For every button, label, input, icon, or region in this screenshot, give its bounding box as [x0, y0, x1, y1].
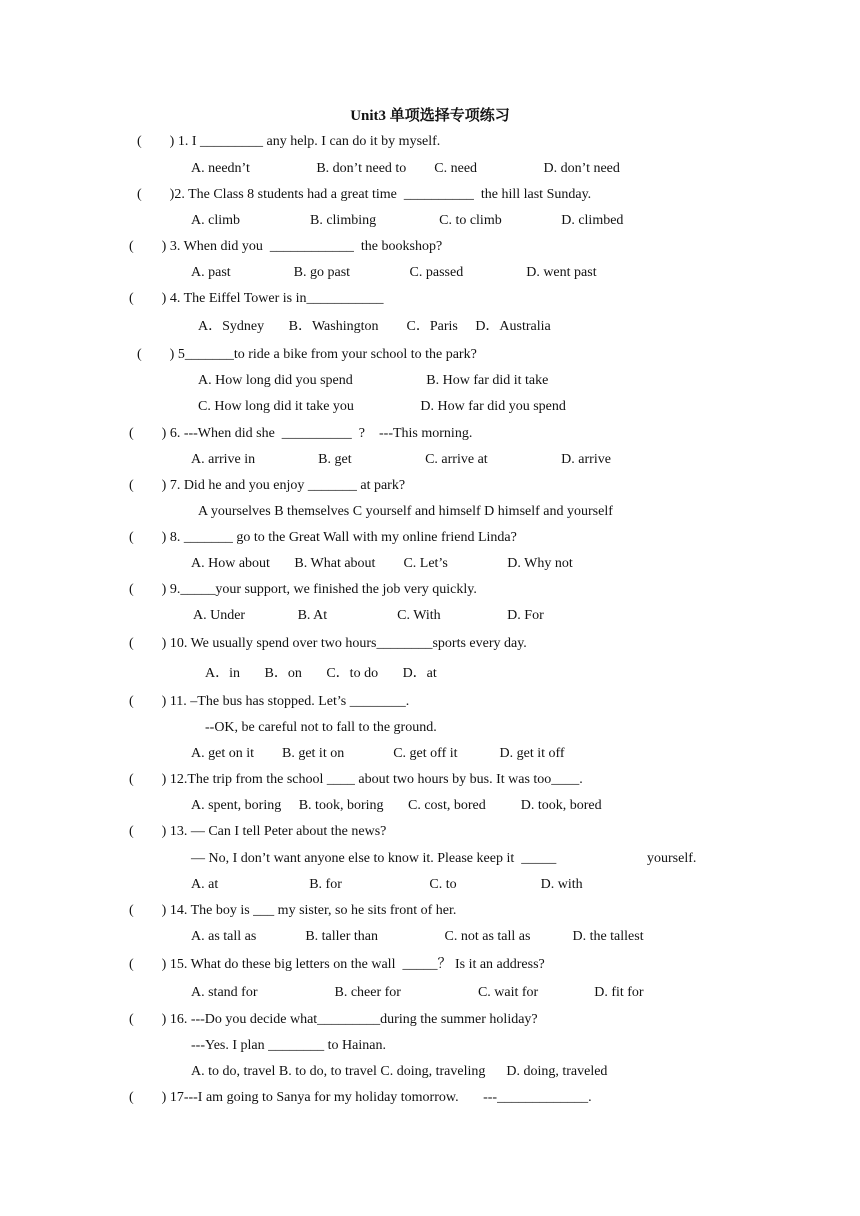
question-17: ( ) 17---I am going to Sanya for my holiday tomorrow. ---_____________.: [129, 1090, 592, 1105]
question-1: ( ) 1. I _________ any help. I can do it by myself.: [137, 134, 441, 149]
options-2: A. climb B. climbing C. to climb D. climbed: [191, 213, 624, 228]
options-8: A. How about B. What about C. Let’s D. Why not: [191, 556, 573, 571]
options-6: A. arrive in B. get C. arrive at D. arrive: [191, 452, 611, 467]
question-4: ( ) 4. The Eiffel Tower is in___________: [129, 291, 384, 306]
options-16: A. to do, travel B. to do, to travel C. doing, traveling D. doing, traveled: [191, 1064, 608, 1079]
question-16-reply: ---Yes. I plan ________ to Hainan.: [191, 1038, 386, 1053]
question-14: ( ) 14. The boy is ___ my sister, so he sits front of her.: [129, 903, 457, 918]
question-13: ( ) 13. — Can I tell Peter about the news?: [129, 824, 387, 839]
question-7: ( ) 7. Did he and you enjoy _______ at park?: [129, 478, 406, 493]
options-11: A. get on it B. get it on C. get off it D. get it off: [191, 746, 565, 761]
question-11: ( ) 11. –The bus has stopped. Let’s ________.: [129, 694, 410, 709]
question-3: ( ) 3. When did you ____________ the bookshop?: [129, 239, 443, 254]
page-title: Unit3 单项选择专项练习: [350, 108, 510, 124]
options-5a: A. How long did you spend B. How far did it take: [198, 373, 549, 388]
question-13-reply-end: yourself.: [647, 851, 697, 866]
question-5: ( ) 5_______to ride a bike from your school to the park?: [137, 347, 477, 362]
question-2: ( )2. The Class 8 students had a great time __________ the hill last Sunday.: [137, 187, 592, 202]
question-10: ( ) 10. We usually spend over two hours________sports every day.: [129, 636, 527, 651]
options-3: A. past B. go past C. passed D. went past: [191, 265, 597, 280]
options-12: A. spent, boring B. took, boring C. cost, bored D. took, bored: [191, 798, 602, 813]
question-9: ( ) 9._____your support, we finished the job very quickly.: [129, 582, 477, 597]
options-15: A. stand for B. cheer for C. wait for D. fit for: [191, 985, 644, 1000]
options-1: A. needn’t B. don’t need to C. need D. don’t need: [191, 161, 620, 176]
options-5b: C. How long did it take you D. How far did you spend: [198, 399, 566, 414]
question-16: ( ) 16. ---Do you decide what_________during the summer holiday?: [129, 1012, 538, 1027]
question-13-reply: — No, I don’t want anyone else to know it. Please keep it _____: [191, 851, 557, 866]
question-11-reply: --OK, be careful not to fall to the ground.: [205, 720, 437, 735]
options-9: A. Under B. At C. With D. For: [193, 608, 544, 623]
question-15: ( ) 15. What do these big letters on the wall _____？ Is it an address?: [129, 957, 545, 972]
question-12: ( ) 12.The trip from the school ____ about two hours by bus. It was too____.: [129, 772, 583, 787]
options-7: A yourselves B themselves C yourself and himself D himself and yourself: [198, 504, 613, 519]
options-4: A．Sydney B．Washington C．Paris D．Australia: [198, 319, 551, 334]
options-14: A. as tall as B. taller than C. not as tall as D. the tallest: [191, 929, 644, 944]
options-10: A．in B．on C．to do D．at: [205, 666, 437, 681]
question-6: ( ) 6. ---When did she __________ ? ---This morning.: [129, 426, 473, 441]
options-13: A. at B. for C. to D. with: [191, 877, 583, 892]
question-8: ( ) 8. _______ go to the Great Wall with my online friend Linda?: [129, 530, 517, 545]
